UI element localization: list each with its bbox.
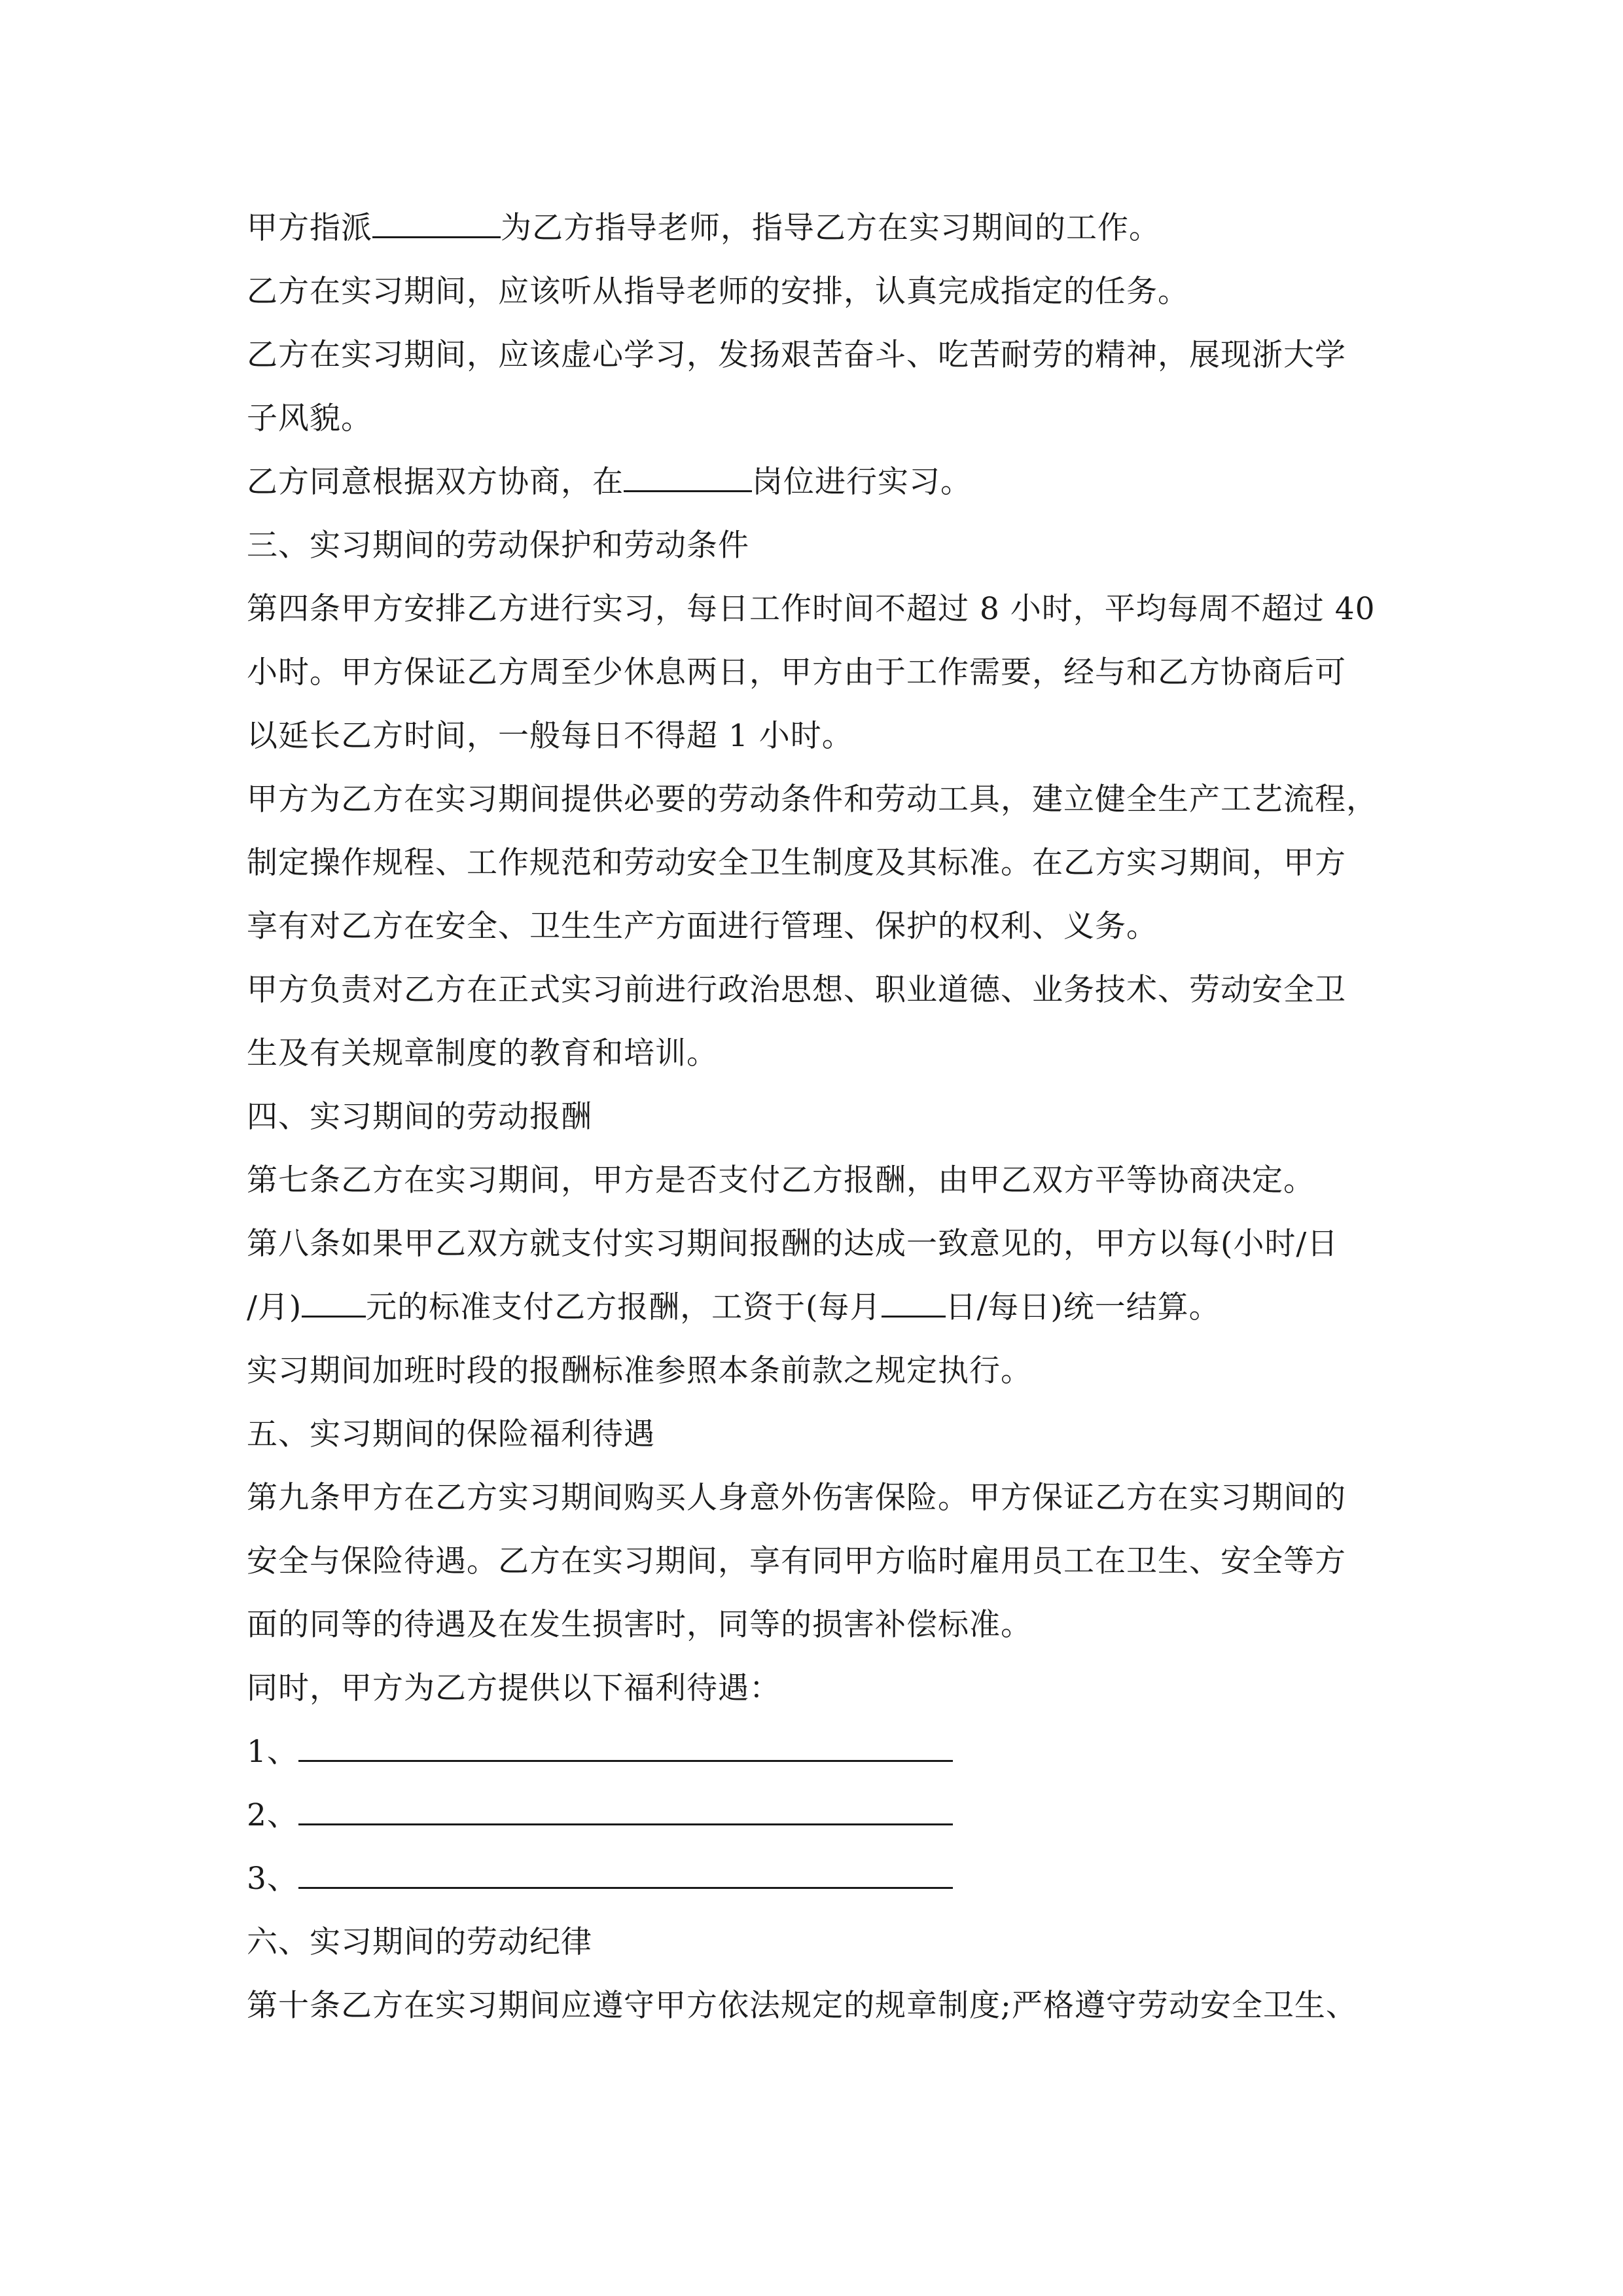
text-segment: 日/每日)统一结算。: [945, 1289, 1221, 1325]
item-number: 1、: [247, 1734, 298, 1770]
paragraph-line: 生及有关规章制度的教育和培训。: [247, 1035, 718, 1071]
paragraph-line: 小时。甲方保证乙方周至少休息两日，甲方由于工作需要，经与和乙方协商后可: [247, 655, 1346, 691]
paragraph-line: 第七条乙方在实习期间，甲方是否支付乙方报酬，由甲乙双方平等协商决定。: [247, 1162, 1315, 1198]
paragraph-line: 乙方在实习期间，应该虚心学习，发扬艰苦奋斗、吃苦耐劳的精神，展现浙大学: [247, 337, 1346, 373]
paragraph-line: 享有对乙方在安全、卫生生产方面进行管理、保护的权利、义务。: [247, 908, 1158, 944]
text-segment: 为乙方指导老师，指导乙方在实习期间的工作。: [501, 210, 1160, 246]
paragraph-line: 甲方负责对乙方在正式实习前进行政治思想、职业道德、业务技术、劳动安全卫: [247, 972, 1346, 1008]
paragraph-line: 第八条如果甲乙双方就支付实习期间报酬的达成一致意见的，甲方以每(小时/日: [247, 1226, 1339, 1262]
fill-in-blank[interactable]: [298, 1799, 953, 1825]
paragraph-line: 甲方为乙方在实习期间提供必要的劳动条件和劳动工具，建立健全生产工艺流程，: [247, 781, 1378, 817]
paragraph-line: 第十条乙方在实习期间应遵守甲方依法规定的规章制度;严格遵守劳动安全卫生、: [247, 1988, 1357, 2024]
text-segment: 甲方指派: [247, 210, 372, 246]
paragraph-line: 安全与保险待遇。乙方在实习期间，享有同甲方临时雇用员工在卫生、安全等方: [247, 1543, 1346, 1579]
section-heading: 三、实习期间的劳动保护和劳动条件: [247, 528, 749, 564]
section-heading: 四、实习期间的劳动报酬: [247, 1099, 592, 1135]
text-segment: /月): [247, 1289, 302, 1325]
paragraph-line: 面的同等的待遇及在发生损害时，同等的损害补偿标准。: [247, 1607, 1032, 1643]
paragraph-line: 制定操作规程、工作规范和劳动安全卫生制度及其标准。在乙方实习期间，甲方: [247, 845, 1346, 881]
fill-in-blank[interactable]: [302, 1291, 366, 1318]
paragraph-line: [247, 450, 1385, 514]
benefit-item: [247, 1720, 1385, 1784]
fill-in-blank[interactable]: [298, 1862, 953, 1889]
paragraph-line: [247, 196, 1385, 260]
paragraph-line: 同时，甲方为乙方提供以下福利待遇：: [247, 1670, 781, 1706]
paragraph-line: [247, 1276, 1385, 1339]
fill-in-blank[interactable]: [372, 211, 501, 238]
paragraph-line: 子风貌。: [247, 401, 372, 437]
benefit-item: [247, 1784, 1385, 1847]
text-segment: 元的标准支付乙方报酬，工资于(每月: [366, 1289, 882, 1325]
section-heading: 五、实习期间的保险福利待遇: [247, 1416, 655, 1452]
fill-in-blank[interactable]: [882, 1291, 946, 1318]
item-number: 3、: [247, 1861, 298, 1897]
fill-in-blank[interactable]: [298, 1735, 953, 1762]
item-number: 2、: [247, 1797, 298, 1833]
section-heading: 六、实习期间的劳动纪律: [247, 1924, 592, 1960]
text-segment: 岗位进行实习。: [752, 464, 972, 500]
text-segment: 乙方同意根据双方协商，在: [247, 464, 624, 500]
fill-in-blank[interactable]: [624, 465, 752, 492]
paragraph-line: 第四条甲方安排乙方进行实习，每日工作时间不超过 8 小时，平均每周不超过 40: [247, 591, 1376, 627]
paragraph-line: 第九条甲方在乙方实习期间购买人身意外伤害保险。甲方保证乙方在实习期间的: [247, 1480, 1346, 1516]
benefit-item: [247, 1847, 1385, 1910]
paragraph-line: 乙方在实习期间，应该听从指导老师的安排，认真完成指定的任务。: [247, 274, 1189, 310]
paragraph-line: 实习期间加班时段的报酬标准参照本条前款之规定执行。: [247, 1353, 1032, 1389]
document-body: [247, 196, 1385, 2037]
paragraph-line: 以延长乙方时间，一般每日不得超 1 小时。: [247, 718, 853, 754]
